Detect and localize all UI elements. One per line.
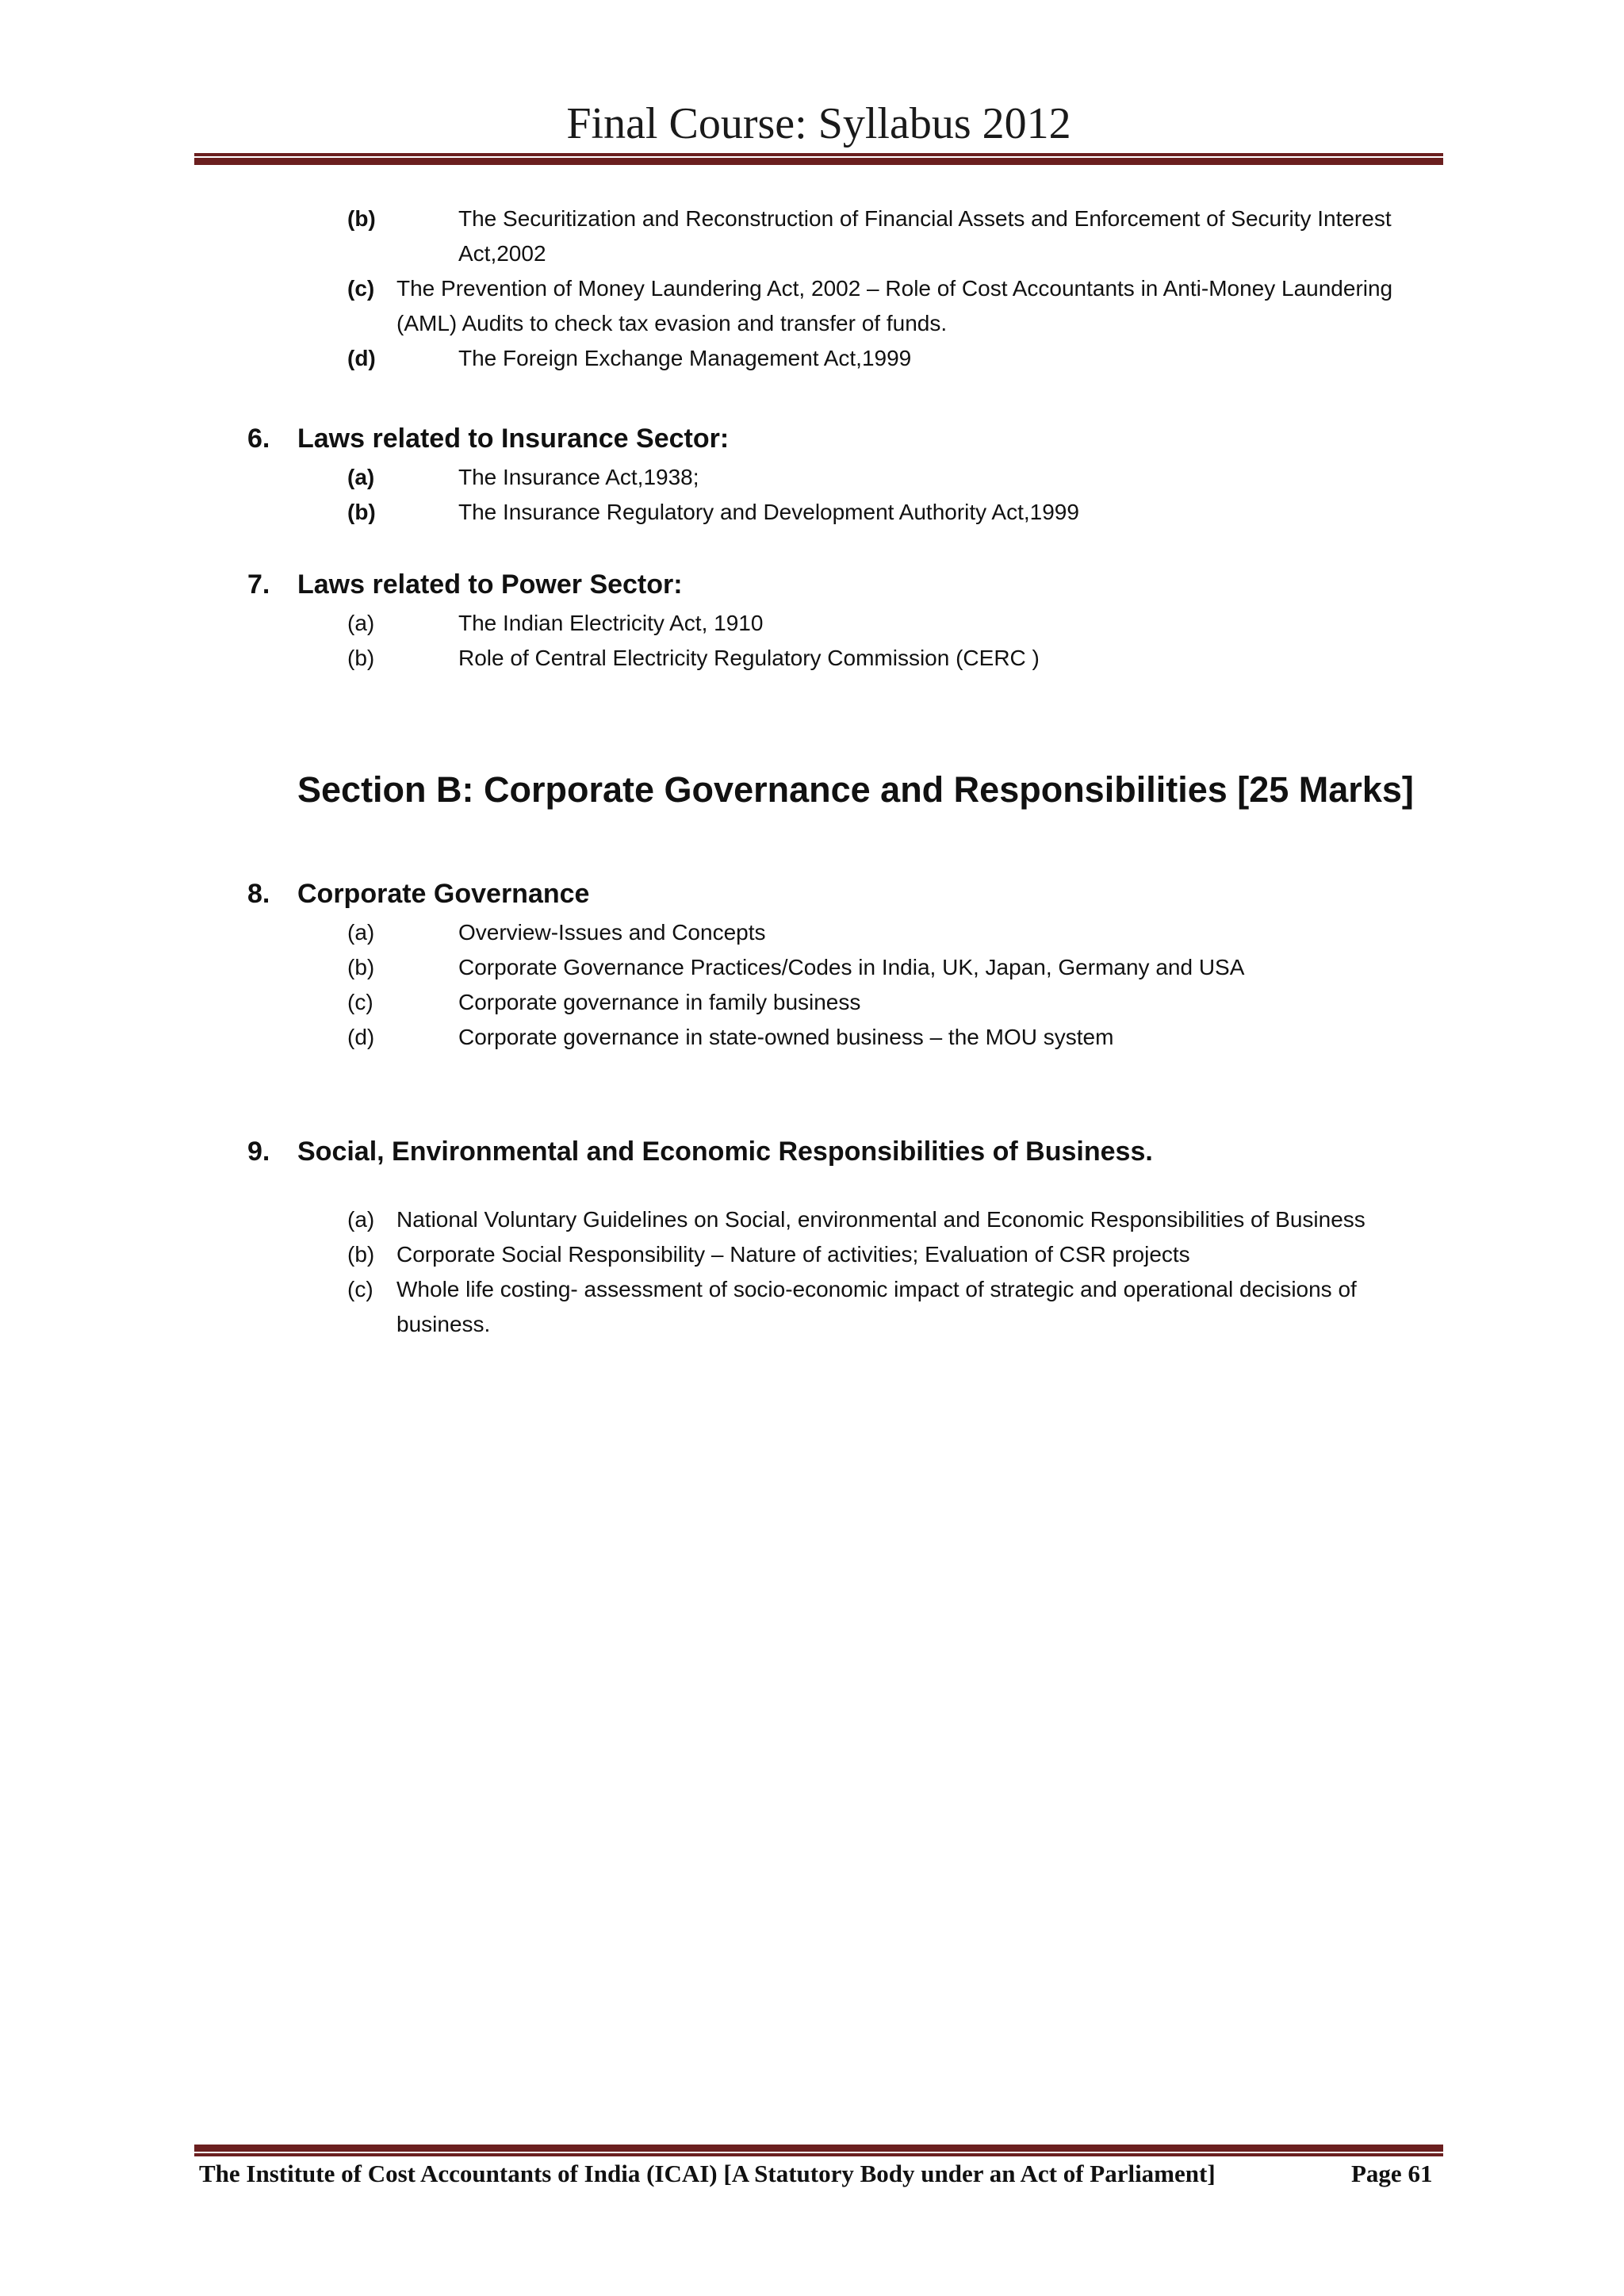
item-label: (b) xyxy=(347,206,376,231)
item-text: Act,2002 xyxy=(458,241,546,266)
item-text: The Prevention of Money Laundering Act, 2002 – Role of Cost Accountants in Anti-Money Laundering xyxy=(396,276,1393,301)
item-label: (c) xyxy=(347,990,373,1014)
section-heading: Laws related to Power Sector: xyxy=(297,569,683,600)
item-label: (d) xyxy=(347,1025,375,1049)
item-text: Corporate Governance Practices/Codes in India, UK, Japan, Germany and USA xyxy=(458,955,1245,979)
item-text: (AML) Audits to check tax evasion and transfer of funds. xyxy=(396,311,948,335)
section-number: 7. xyxy=(247,569,270,600)
item-text: Corporate Social Responsibility – Nature of activities; Evaluation of CSR projects xyxy=(396,1242,1190,1267)
section-b-title: Section B: Corporate Governance and Responsibilities [25 Marks] xyxy=(297,769,1414,810)
page-number: Page 61 xyxy=(1351,2160,1433,2187)
item-label: (b) xyxy=(347,500,376,524)
header-rule-thick xyxy=(194,158,1443,165)
item-text: National Voluntary Guidelines on Social, environmental and Economic Responsibilities of Business xyxy=(396,1207,1365,1232)
item-text: Role of Central Electricity Regulatory Commission (CERC ) xyxy=(458,646,1040,670)
item-label: (b) xyxy=(347,1242,375,1267)
item-text: business. xyxy=(396,1312,491,1336)
item-label: (a) xyxy=(347,1207,375,1232)
section-heading: Corporate Governance xyxy=(297,879,590,909)
item-text: The Indian Electricity Act, 1910 xyxy=(458,611,764,635)
footer-rule-thin xyxy=(194,2153,1443,2156)
item-text: Corporate governance in family business xyxy=(458,990,861,1014)
item-label: (b) xyxy=(347,955,375,979)
item-text: Whole life costing- assessment of socio-economic impact of strategic and operational decisions of xyxy=(396,1277,1357,1301)
item-label: (a) xyxy=(347,611,375,635)
footer-rule-thick xyxy=(194,2145,1443,2152)
item-text: The Insurance Act,1938; xyxy=(458,465,699,489)
item-label: (c) xyxy=(347,276,375,301)
section-heading: Laws related to Insurance Sector: xyxy=(297,424,730,454)
item-text: Corporate governance in state-owned business – the MOU system xyxy=(458,1025,1114,1049)
item-text: The Foreign Exchange Management Act,1999 xyxy=(458,346,912,370)
item-text: The Insurance Regulatory and Development Authority Act,1999 xyxy=(458,500,1079,524)
section-number: 8. xyxy=(247,879,270,909)
item-label: (c) xyxy=(347,1277,373,1301)
footer-institute: The Institute of Cost Accountants of India (ICAI) [A Statutory Body under an Act of Parliament] xyxy=(199,2160,1216,2187)
header-rule-thin xyxy=(194,153,1443,156)
item-text: Overview-Issues and Concepts xyxy=(458,920,766,945)
page-title: Final Course: Syllabus 2012 xyxy=(566,99,1071,148)
section-number: 6. xyxy=(247,424,270,454)
section-heading: Social, Environmental and Economic Responsibilities of Business. xyxy=(297,1137,1153,1167)
item-label: (a) xyxy=(347,465,375,489)
item-text: The Securitization and Reconstruction of Financial Assets and Enforcement of Security Interest xyxy=(458,206,1392,231)
item-label: (d) xyxy=(347,346,376,370)
section-number: 9. xyxy=(247,1137,270,1167)
item-label: (a) xyxy=(347,920,375,945)
item-label: (b) xyxy=(347,646,375,670)
